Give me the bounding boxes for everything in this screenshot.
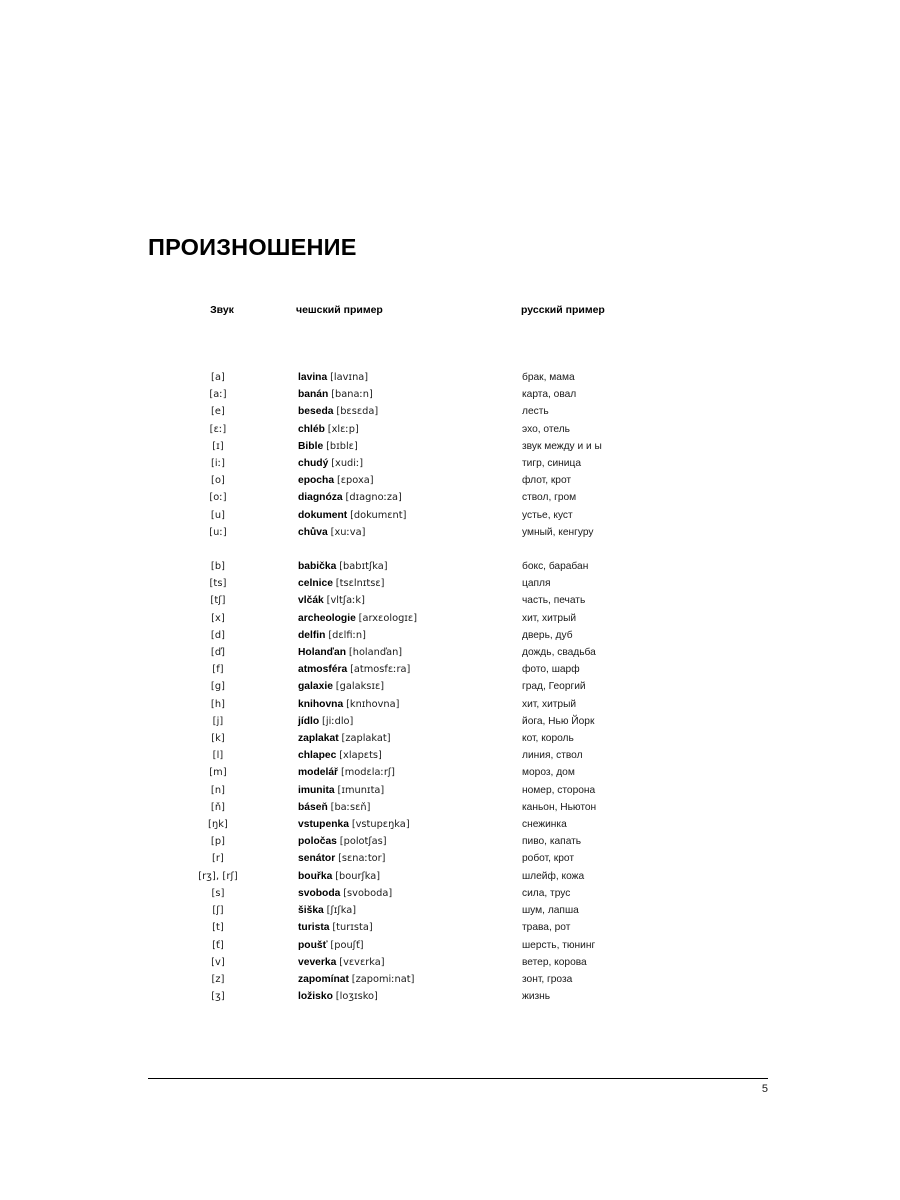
sound-symbol: [h] [210, 698, 226, 710]
table-row [148, 730, 768, 747]
czech-word: zapomínat [298, 973, 349, 985]
czech-example [296, 713, 521, 730]
czech-example [296, 850, 521, 867]
russian-example: сила, трус [522, 887, 571, 899]
sound-symbol: [n] [210, 784, 226, 796]
sound-symbol: [ŋk] [208, 819, 228, 831]
sound-symbol: [s] [211, 887, 225, 899]
sound-symbol: [t] [212, 922, 224, 934]
russian-example: флот, крот [522, 475, 572, 487]
czech-transcription: [holanďan] [348, 647, 403, 659]
russian-example: карта, овал [522, 389, 577, 401]
table-row [148, 421, 768, 438]
russian-example: лесть [522, 406, 549, 418]
russian-example: жизнь [522, 991, 551, 1003]
page-title: ПРОИЗНОШЕНИЕ [148, 233, 357, 260]
sound-symbol: [a] [211, 372, 225, 383]
czech-word: chlapec [298, 750, 337, 762]
czech-transcription: [modɛlaːrʃ] [340, 767, 395, 779]
page-number: 5 [761, 1083, 768, 1095]
czech-word: modelář [298, 767, 339, 779]
czech-word: chůva [298, 526, 328, 538]
czech-transcription: [vɛvɛrka] [339, 956, 385, 968]
czech-example [296, 747, 521, 764]
czech-example [296, 868, 521, 885]
sound-symbol: [g] [210, 681, 226, 693]
czech-example [296, 988, 521, 1005]
czech-transcription: [arxɛologɪɛ] [358, 612, 418, 624]
czech-example [296, 369, 521, 386]
sound-symbol: [iː] [210, 458, 226, 470]
czech-example [296, 885, 521, 902]
russian-example: кот, король [522, 733, 574, 745]
russian-example: зонт, гроза [522, 973, 573, 985]
table-row [148, 403, 768, 420]
czech-example [296, 455, 521, 472]
table-row [148, 369, 768, 386]
russian-example: шум, лапша [522, 905, 579, 917]
table-row [148, 971, 768, 988]
table-row [148, 386, 768, 403]
czech-word: svoboda [298, 887, 341, 899]
russian-example: линия, ствол [522, 750, 583, 762]
russian-example: йога, Нью Йорк [522, 715, 595, 727]
czech-word: epocha [298, 475, 335, 487]
czech-word: vlčák [298, 595, 324, 607]
russian-example: мороз, дом [522, 767, 575, 779]
spacer-cell [148, 317, 768, 369]
czech-example [296, 678, 521, 695]
table-row [148, 885, 768, 902]
czech-transcription: [xlɛːp] [327, 423, 359, 435]
czech-word: beseda [298, 406, 334, 418]
sound-symbol: [tʃ] [210, 595, 226, 607]
table-row [148, 661, 768, 678]
czech-transcription: [xuːva] [330, 526, 366, 538]
czech-example [296, 438, 521, 455]
sound-symbol: [rʒ], [rʃ] [198, 870, 238, 882]
header-spacer [148, 317, 768, 369]
czech-word: turista [298, 922, 330, 934]
czech-example [296, 833, 521, 850]
table-row [148, 799, 768, 816]
czech-example [296, 696, 521, 713]
czech-transcription: [banaːn] [331, 389, 373, 401]
czech-example [296, 403, 521, 420]
czech-transcription: [pouʃť] [330, 939, 364, 951]
czech-word: knihovna [298, 698, 344, 710]
sound-symbol: [ʒ] [211, 991, 225, 1003]
russian-example: брак, мама [522, 372, 575, 383]
czech-example [296, 421, 521, 438]
russian-example: звук между и и ы [522, 440, 602, 452]
czech-word: banán [298, 389, 329, 401]
czech-word: delfin [298, 629, 326, 641]
czech-example [296, 816, 521, 833]
russian-example: номер, сторона [522, 784, 596, 796]
column-header-czech-example: чешский пример [296, 304, 383, 316]
table-row [148, 610, 768, 627]
table-row [148, 850, 768, 867]
czech-example [296, 799, 521, 816]
table-row [148, 988, 768, 1005]
table-row [148, 438, 768, 455]
czech-word: archeologie [298, 612, 356, 624]
sound-symbol: [f] [212, 664, 224, 676]
table-row [148, 833, 768, 850]
russian-example: фото, шарф [522, 664, 580, 676]
czech-example [296, 575, 521, 592]
czech-example [296, 902, 521, 919]
czech-word: poločas [298, 836, 337, 848]
czech-word: senátor [298, 853, 336, 865]
footer-divider [148, 1078, 768, 1079]
czech-example [296, 507, 521, 524]
russian-example: ветер, корова [522, 956, 587, 968]
czech-transcription: [bourʃka] [335, 870, 381, 882]
sound-symbol: [z] [211, 973, 225, 985]
table-row [148, 937, 768, 954]
czech-transcription: [galaksɪɛ] [335, 681, 385, 693]
czech-word: babička [298, 561, 337, 573]
czech-transcription: [vstupɛŋka] [351, 819, 410, 831]
czech-transcription: [dɛlfiːn] [328, 629, 366, 641]
czech-example [296, 524, 521, 541]
czech-example [296, 764, 521, 781]
russian-example: цапля [522, 578, 551, 590]
czech-transcription: [dokumɛnt] [350, 509, 407, 521]
czech-transcription: [lavɪna] [330, 372, 369, 383]
czech-word: diagnóza [298, 492, 343, 504]
table-row [148, 627, 768, 644]
czech-word: bouřka [298, 870, 333, 882]
czech-word: vstupenka [298, 819, 349, 831]
russian-example: снежинка [522, 819, 567, 831]
table-row [148, 868, 768, 885]
russian-example: бокс, барабан [522, 561, 589, 573]
czech-example [296, 558, 521, 575]
pronunciation-table [148, 303, 768, 1005]
czech-example [296, 489, 521, 506]
sound-symbol: [ts] [209, 578, 227, 590]
czech-transcription: [zapomiːnat] [351, 973, 415, 985]
czech-word: šiška [298, 905, 324, 917]
czech-word: zaplakat [298, 733, 339, 745]
russian-example: ствол, гром [522, 492, 577, 504]
czech-example [296, 386, 521, 403]
table-body [148, 317, 768, 1005]
table-row [148, 489, 768, 506]
sound-symbol: [e] [211, 406, 225, 418]
sound-symbol: [ť] [212, 939, 224, 951]
czech-word: galaxie [298, 681, 333, 693]
czech-word: imunita [298, 784, 335, 796]
czech-transcription: [ɛpoxa] [336, 475, 374, 487]
czech-example [296, 472, 521, 489]
czech-word: atmosféra [298, 664, 348, 676]
russian-example: умный, кенгуру [522, 526, 594, 538]
sound-symbol: [aː] [209, 389, 227, 401]
czech-transcription: [dɪagnoːza] [345, 492, 402, 504]
czech-transcription: [xudiː] [331, 458, 364, 470]
czech-word: chudý [298, 458, 329, 470]
sound-symbol: [oː] [209, 492, 227, 504]
russian-example: хит, хитрый [522, 698, 577, 710]
sound-symbol: [k] [211, 733, 225, 745]
sound-symbol: [u] [210, 509, 226, 521]
czech-example [296, 644, 521, 661]
czech-transcription: [ɪmunɪta] [337, 784, 385, 796]
column-header-sound: Звук [210, 304, 234, 316]
spacer-cell [148, 541, 768, 558]
table-row [148, 696, 768, 713]
czech-example [296, 661, 521, 678]
russian-example: град, Георгий [522, 681, 586, 693]
czech-transcription: [tsɛlnɪtsɛ] [335, 578, 385, 590]
table-row [148, 954, 768, 971]
czech-transcription: [polotʃas] [339, 836, 387, 848]
sound-symbol: [b] [210, 561, 226, 573]
czech-word: veverka [298, 956, 337, 968]
table-row [148, 764, 768, 781]
sound-symbol: [v] [211, 956, 225, 968]
table-row [148, 592, 768, 609]
table-row [148, 782, 768, 799]
czech-example [296, 919, 521, 936]
czech-transcription: [turɪsta] [332, 922, 373, 934]
sound-symbol: [l] [212, 750, 224, 762]
table-row [148, 919, 768, 936]
table-row [148, 558, 768, 575]
russian-example: хит, хитрый [522, 612, 577, 624]
table-row [148, 575, 768, 592]
sound-symbol: [ň] [210, 801, 226, 813]
czech-word: Holanďan [298, 647, 347, 659]
czech-transcription: [babɪtʃka] [339, 561, 388, 573]
czech-word: celnice [298, 578, 333, 590]
sound-symbol: [r] [212, 853, 224, 865]
sound-symbol: [j] [212, 715, 224, 727]
czech-transcription: [svoboda] [343, 887, 393, 899]
czech-word: ložisko [298, 991, 333, 1003]
czech-word: poušť [298, 939, 328, 951]
table-row [148, 455, 768, 472]
table-row [148, 678, 768, 695]
table-row [148, 472, 768, 489]
table-row [148, 644, 768, 661]
sound-symbol: [x] [211, 612, 225, 624]
russian-example: каньон, Ньютон [522, 801, 597, 813]
czech-example [296, 971, 521, 988]
czech-transcription: [bɛsɛda] [336, 406, 379, 418]
czech-word: Bible [298, 440, 324, 452]
russian-example: робот, крот [522, 853, 575, 865]
czech-transcription: [vltʃaːk] [326, 595, 365, 607]
sound-symbol: [ď] [210, 647, 226, 659]
table-header [148, 303, 768, 317]
czech-example [296, 610, 521, 627]
sound-symbol: [ɪ] [212, 440, 224, 452]
czech-transcription: [ʃɪʃka] [326, 905, 357, 917]
czech-example [296, 592, 521, 609]
czech-word: jídlo [298, 715, 320, 727]
czech-example [296, 937, 521, 954]
czech-transcription: [sɛnaːtor] [338, 853, 386, 865]
czech-transcription: [atmosfɛːra] [350, 664, 411, 676]
russian-example: шлейф, кожа [522, 870, 585, 882]
sound-symbol: [ɛː] [209, 423, 227, 435]
russian-example: часть, печать [522, 595, 586, 607]
table-header-row [148, 303, 768, 317]
czech-transcription: [xlapɛts] [339, 750, 382, 762]
russian-example: дождь, свадьба [522, 647, 596, 659]
czech-transcription: [bɪblɛ] [326, 440, 358, 452]
table-row [148, 816, 768, 833]
czech-word: dokument [298, 509, 348, 521]
sound-symbol: [o] [211, 475, 225, 487]
russian-example: дверь, дуб [522, 629, 573, 641]
russian-example: пиво, капать [522, 836, 582, 848]
russian-example: устье, куст [522, 509, 573, 521]
russian-example: трава, рот [522, 922, 571, 934]
sound-symbol: [p] [210, 836, 226, 848]
czech-word: báseň [298, 801, 328, 813]
sound-symbol: [m] [209, 767, 227, 779]
sound-symbol: [d] [210, 629, 226, 641]
czech-transcription: [jiːdlo] [322, 715, 354, 727]
russian-example: шерсть, тюнинг [522, 939, 596, 951]
czech-transcription: [knɪhovna] [346, 698, 400, 710]
column-header-russian-example: русский пример [521, 304, 605, 316]
group-spacer [148, 541, 768, 558]
sound-symbol: [ʃ] [212, 905, 224, 917]
czech-example [296, 627, 521, 644]
czech-example [296, 730, 521, 747]
czech-word: chléb [298, 423, 325, 435]
czech-transcription: [zaplakat] [341, 733, 391, 745]
czech-word: lavina [298, 372, 328, 383]
czech-example [296, 954, 521, 971]
table-row [148, 747, 768, 764]
czech-example [296, 782, 521, 799]
table-row [148, 713, 768, 730]
table-row [148, 507, 768, 524]
czech-transcription: [loʒɪsko] [335, 991, 378, 1003]
czech-transcription: [baːsɛň] [330, 801, 371, 813]
table-row [148, 902, 768, 919]
russian-example: эхо, отель [522, 423, 570, 435]
table-row [148, 524, 768, 541]
russian-example: тигр, синица [522, 458, 582, 470]
sound-symbol: [uː] [209, 526, 227, 538]
